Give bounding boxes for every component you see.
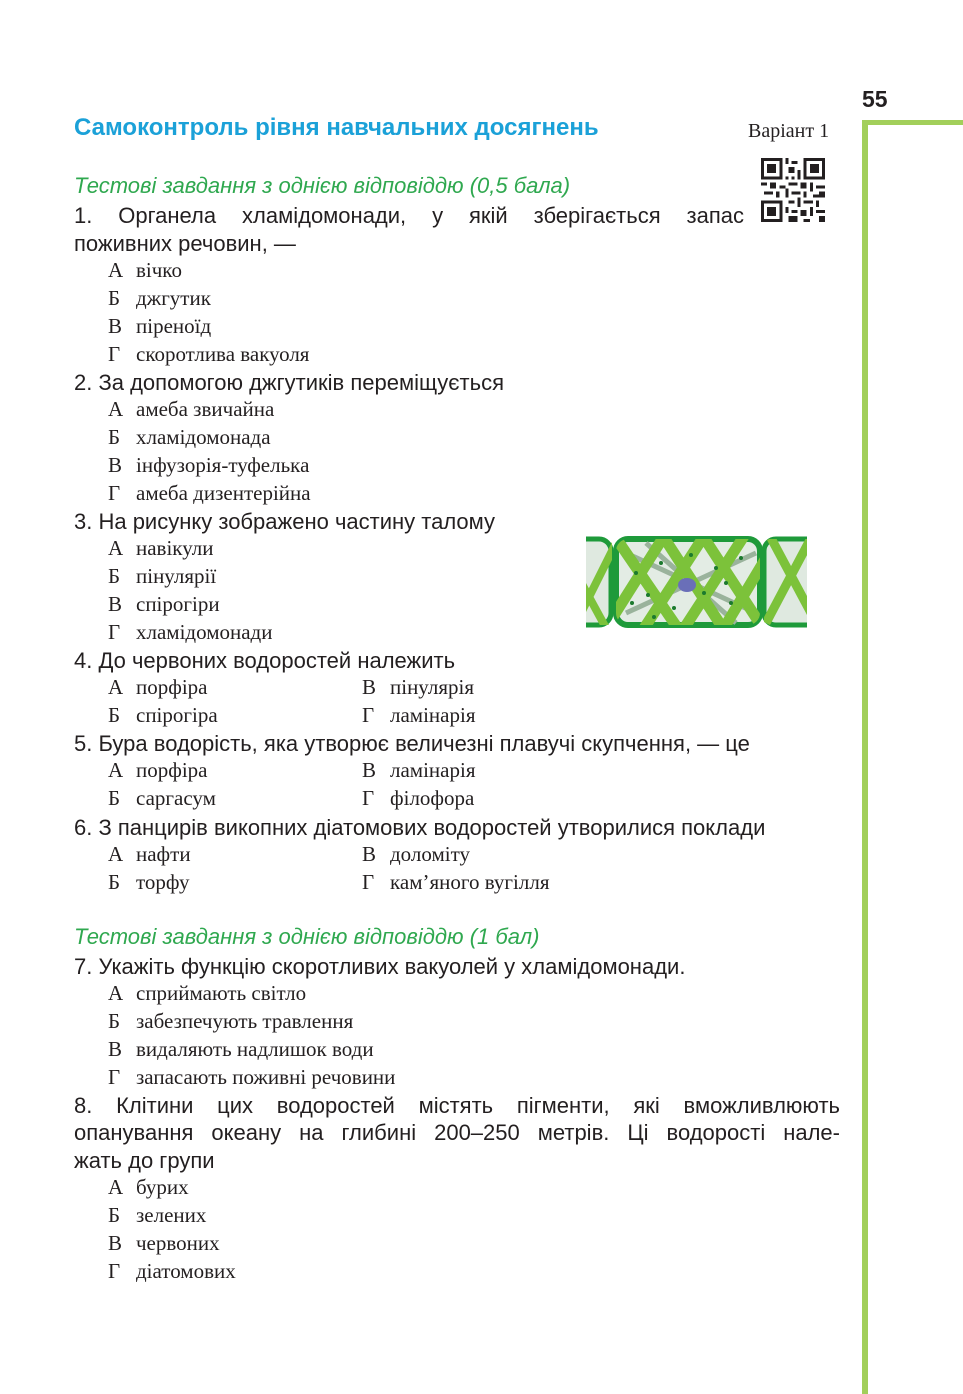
- question-text: 1. Органела хламідомонади, у якій зберігається запас: [74, 203, 744, 228]
- option-letter: Г: [108, 620, 121, 644]
- answer-option[interactable]: [108, 397, 274, 422]
- answer-option[interactable]: [108, 758, 208, 783]
- option-text: амеба звичайна: [136, 397, 275, 421]
- option-letter: А: [108, 258, 124, 282]
- question-text: жать до групи: [74, 1148, 215, 1173]
- option-text: видаляють надлишок води: [136, 1037, 374, 1061]
- answer-option[interactable]: [108, 703, 218, 728]
- option-text: ламінарія: [390, 703, 476, 727]
- option-letter: В: [108, 592, 123, 616]
- option-text: навікули: [136, 536, 214, 560]
- option-text: саргасум: [136, 786, 216, 810]
- answer-option[interactable]: [108, 870, 189, 895]
- answer-option[interactable]: [362, 842, 470, 867]
- option-letter: В: [108, 314, 123, 338]
- qr-code-icon[interactable]: [761, 158, 825, 222]
- question-text: 7. Укажіть функцію скоротливих вакуолей у хламідомонади.: [74, 954, 686, 979]
- option-letter: Г: [108, 481, 121, 505]
- option-text: інфузорія-туфелька: [136, 453, 310, 477]
- option-letter: А: [108, 397, 124, 421]
- option-letter: Б: [108, 870, 121, 894]
- option-letter: Г: [362, 786, 375, 810]
- option-text: доломіту: [390, 842, 471, 866]
- answer-option[interactable]: [108, 786, 216, 811]
- option-letter: Б: [108, 786, 121, 810]
- option-letter: А: [108, 1175, 124, 1199]
- question-text: опанування океану на глибині 200–250 метрів. Ці водорості нале-: [74, 1120, 840, 1145]
- option-letter: Б: [108, 425, 121, 449]
- option-text: джгутик: [136, 286, 211, 310]
- answer-option[interactable]: [108, 258, 182, 283]
- option-letter: Г: [362, 703, 375, 727]
- side-bar: [862, 120, 963, 1394]
- option-letter: Г: [108, 1259, 121, 1283]
- option-letter: А: [108, 675, 124, 699]
- option-letter: А: [108, 981, 124, 1005]
- question-text: поживних речовин, —: [74, 231, 296, 256]
- option-letter: Г: [108, 1065, 121, 1089]
- option-letter: Г: [108, 342, 121, 366]
- option-text: нафти: [136, 842, 191, 866]
- answer-option[interactable]: [108, 1259, 236, 1284]
- option-text: піреноїд: [136, 314, 212, 338]
- section-heading: Тестові завдання з однією відповіддю (0,5 бала): [74, 173, 571, 198]
- option-text: хламідомонада: [136, 425, 271, 449]
- answer-option[interactable]: [108, 286, 211, 311]
- option-letter: А: [108, 758, 124, 782]
- option-text: вічко: [136, 258, 182, 282]
- option-text: філофора: [390, 786, 475, 810]
- option-text: пінулярія: [390, 675, 475, 699]
- question-text: 4. До червоних водоростей належить: [74, 648, 456, 673]
- answer-option[interactable]: [108, 1231, 220, 1256]
- option-letter: В: [362, 675, 377, 699]
- option-text: бурих: [136, 1175, 189, 1199]
- option-text: порфіра: [136, 675, 208, 699]
- option-text: забезпечують травлення: [136, 1009, 354, 1033]
- question-text: 8. Клітини цих водоростей містять пігменти, які вможливлюють: [74, 1093, 840, 1118]
- option-text: кам’яного вугілля: [390, 870, 550, 894]
- option-text: амеба дизентерійна: [136, 481, 311, 505]
- answer-option[interactable]: [108, 1065, 395, 1090]
- answer-option[interactable]: [108, 1009, 353, 1034]
- option-letter: Б: [108, 564, 121, 588]
- question-text: 3. На рисунку зображено частину талому: [74, 509, 496, 534]
- question-text: 5. Бура водорість, яка утворює величезні плавучі скупчення, — це: [74, 731, 750, 756]
- answer-option[interactable]: [108, 342, 309, 367]
- algae-thallus-illustration: [586, 533, 807, 631]
- page-title: Самоконтроль рівня навчальних досягнень: [74, 114, 599, 141]
- answer-option[interactable]: [362, 758, 475, 783]
- question-text: 6. З панцирів викопних діатомових водоростей утворилися поклади: [74, 815, 766, 840]
- option-text: спірогіра: [136, 703, 218, 727]
- option-text: ламінарія: [390, 758, 476, 782]
- option-letter: В: [362, 758, 377, 782]
- option-text: торфу: [136, 870, 190, 894]
- section-heading: Тестові завдання з однією відповіддю (1 бал): [74, 924, 540, 949]
- option-text: запасають поживні речовини: [136, 1065, 396, 1089]
- option-text: зелених: [136, 1203, 207, 1227]
- answer-option[interactable]: [108, 1203, 206, 1228]
- answer-option[interactable]: [108, 981, 306, 1006]
- option-text: скоротлива вакуоля: [136, 342, 310, 366]
- option-letter: А: [108, 536, 124, 560]
- option-letter: В: [108, 453, 123, 477]
- option-text: порфіра: [136, 758, 208, 782]
- option-text: пінулярії: [136, 564, 217, 588]
- variant-label: Варіант 1: [748, 120, 830, 142]
- answer-option[interactable]: [362, 870, 550, 895]
- option-letter: В: [108, 1037, 123, 1061]
- answer-option[interactable]: [108, 620, 272, 645]
- answer-option[interactable]: [108, 1175, 189, 1200]
- answer-option[interactable]: [108, 453, 309, 478]
- option-letter: Б: [108, 1203, 121, 1227]
- answer-option[interactable]: [108, 481, 311, 506]
- option-letter: Б: [108, 703, 121, 727]
- answer-option[interactable]: [108, 592, 220, 617]
- option-text: спірогіри: [136, 592, 220, 616]
- option-letter: Б: [108, 1009, 121, 1033]
- answer-option[interactable]: [108, 1037, 374, 1062]
- option-text: червоних: [136, 1231, 220, 1255]
- option-letter: Б: [108, 286, 121, 310]
- answer-option[interactable]: [108, 425, 271, 450]
- answer-option[interactable]: [108, 314, 211, 339]
- answer-option[interactable]: [362, 675, 474, 700]
- answer-option[interactable]: [108, 564, 216, 589]
- answer-option[interactable]: [108, 536, 214, 561]
- question-text: 2. За допомогою джгутиків переміщується: [74, 370, 504, 395]
- option-letter: Г: [362, 870, 375, 894]
- option-text: хламідомонади: [136, 620, 273, 644]
- page-number: 55: [862, 86, 888, 112]
- answer-option[interactable]: [108, 675, 208, 700]
- answer-option[interactable]: [108, 842, 191, 867]
- option-letter: А: [108, 842, 124, 866]
- option-text: сприймають світло: [136, 981, 307, 1005]
- option-letter: В: [108, 1231, 123, 1255]
- option-text: діатомових: [136, 1259, 236, 1283]
- answer-option[interactable]: [362, 786, 474, 811]
- option-letter: В: [362, 842, 377, 866]
- answer-option[interactable]: [362, 703, 475, 728]
